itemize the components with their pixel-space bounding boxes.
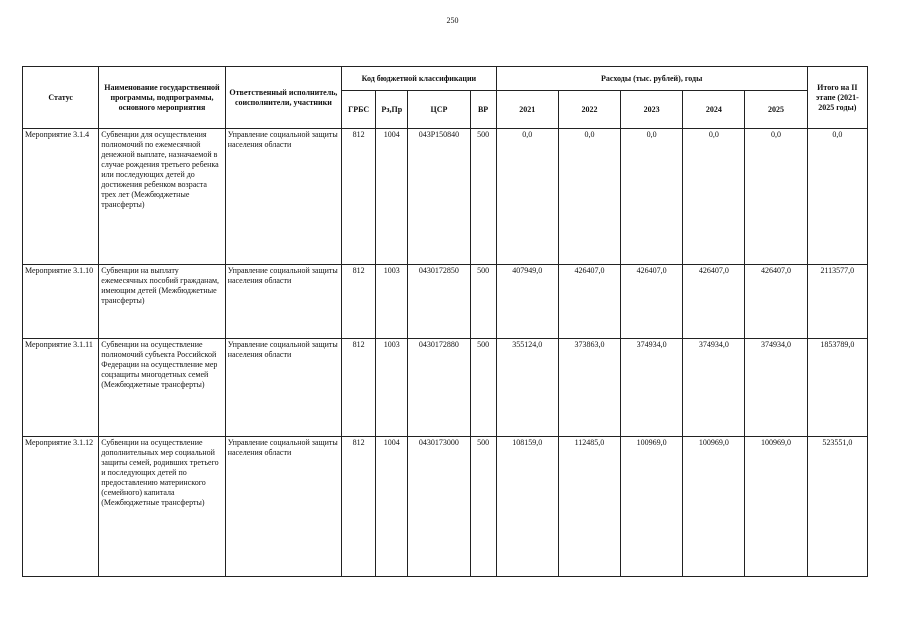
page-number: 250: [446, 16, 459, 25]
header-vr: ВР: [470, 91, 496, 129]
row-2021: 0,0: [496, 129, 558, 265]
header-grbs: ГРБС: [342, 91, 376, 129]
row-grbs: 812: [342, 265, 376, 339]
row-vr: 500: [470, 265, 496, 339]
row-2024: 426407,0: [683, 265, 745, 339]
header-budget-code: Код бюджетной классификации: [342, 67, 497, 91]
header-rzpr: Рз,Пр: [376, 91, 408, 129]
row-2024: 0,0: [683, 129, 745, 265]
row-vr: 500: [470, 339, 496, 437]
budget-table: [22, 66, 868, 577]
header-total: Итого на II этапе (2021-2025 годы): [807, 67, 867, 129]
row-2024: 100969,0: [683, 437, 745, 577]
row-vr: 500: [470, 129, 496, 265]
row-vr: 500: [470, 437, 496, 577]
row-2022: 373863,0: [558, 339, 620, 437]
row-responsible: Управление социальной защиты населения области: [225, 437, 341, 577]
row-responsible: Управление социальной защиты населения области: [225, 265, 341, 339]
header-2024: 2024: [683, 91, 745, 129]
row-2025: 100969,0: [745, 437, 807, 577]
table-row: [23, 265, 868, 339]
row-total: 1853789,0: [807, 339, 867, 437]
row-rzpr: 1004: [376, 437, 408, 577]
row-2021: 407949,0: [496, 265, 558, 339]
row-name: Субвенции на выплату ежемесячных пособий гражданам, имеющим детей (Межбюджетные трансферты): [99, 265, 225, 339]
row-2025: 426407,0: [745, 265, 807, 339]
row-2023: 0,0: [621, 129, 683, 265]
table-row: [23, 129, 868, 265]
row-status: Мероприятие 3.1.12: [23, 437, 99, 577]
row-responsible: Управление социальной защиты населения области: [225, 339, 341, 437]
row-status: Мероприятие 3.1.4: [23, 129, 99, 265]
row-grbs: 812: [342, 339, 376, 437]
row-grbs: 812: [342, 437, 376, 577]
row-rzpr: 1003: [376, 265, 408, 339]
row-2022: 112485,0: [558, 437, 620, 577]
row-rzpr: 1003: [376, 339, 408, 437]
row-2022: 0,0: [558, 129, 620, 265]
row-2024: 374934,0: [683, 339, 745, 437]
row-grbs: 812: [342, 129, 376, 265]
header-csr: ЦСР: [408, 91, 470, 129]
row-2022: 426407,0: [558, 265, 620, 339]
row-2023: 426407,0: [621, 265, 683, 339]
row-csr: 043P150840: [408, 129, 470, 265]
row-status: Мероприятие 3.1.11: [23, 339, 99, 437]
header-2022: 2022: [558, 91, 620, 129]
row-rzpr: 1004: [376, 129, 408, 265]
row-csr: 0430172880: [408, 339, 470, 437]
row-name: Субвенции для осуществления полномочий по ежемесячной денежной выплате, назначаемой в случае рождения третьего ребенка или последующих детей до достижения ребенком возраста трех лет (Межбюджетные трансферты): [99, 129, 225, 265]
row-2023: 374934,0: [621, 339, 683, 437]
row-2021: 355124,0: [496, 339, 558, 437]
row-2025: 0,0: [745, 129, 807, 265]
header-name: Наименование государственной программы, подпрограммы, основного мероприятия: [99, 67, 225, 129]
header-responsible: Ответственный исполнитель, соисполнители, участники: [225, 67, 341, 129]
header-2025: 2025: [745, 91, 807, 129]
row-status: Мероприятие 3.1.10: [23, 265, 99, 339]
row-csr: 0430173000: [408, 437, 470, 577]
header-status: Статус: [23, 67, 99, 129]
row-total: 0,0: [807, 129, 867, 265]
table-row: [23, 437, 868, 577]
row-2021: 108159,0: [496, 437, 558, 577]
row-name: Субвенции на осуществление дополнительных мер социальной защиты семей, родивших третьего и последующих детей по предоставлению материнского (семейного) капитала (Межбюджетные трансферты): [99, 437, 225, 577]
row-total: 2113577,0: [807, 265, 867, 339]
header-expenses: Расходы (тыс. рублей), годы: [496, 67, 807, 91]
row-responsible: Управление социальной защиты населения области: [225, 129, 341, 265]
header-2021: 2021: [496, 91, 558, 129]
row-csr: 0430172850: [408, 265, 470, 339]
row-total: 523551,0: [807, 437, 867, 577]
table-row: [23, 339, 868, 437]
row-name: Субвенции на осуществление полномочий субъекта Российской Федерации на осуществление мер соцзащиты многодетных семей (Межбюджетные трансферты): [99, 339, 225, 437]
header-2023: 2023: [621, 91, 683, 129]
row-2025: 374934,0: [745, 339, 807, 437]
row-2023: 100969,0: [621, 437, 683, 577]
